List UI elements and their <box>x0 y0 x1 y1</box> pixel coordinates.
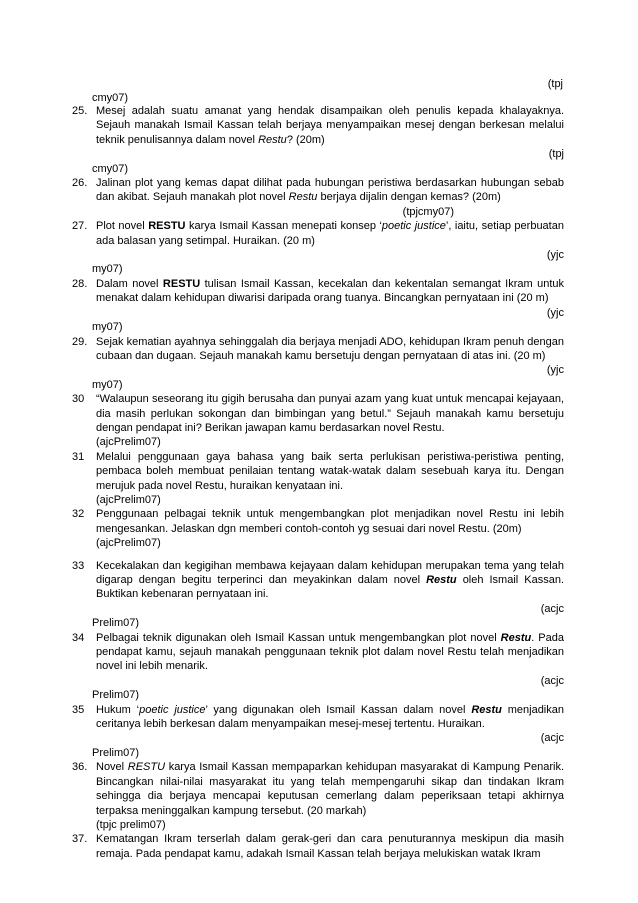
source-tag: (tpjc prelim07) <box>96 818 166 831</box>
source-tag: (yjc <box>546 364 564 377</box>
question-number: 30 <box>72 393 85 406</box>
source-tag: cmy07) <box>92 92 129 104</box>
question-item <box>0 104 638 176</box>
question-number: 32 <box>72 508 85 521</box>
question-text: Novel RESTU karya Ismail Kassan mempaparkan kehidupan masyarakat di Kampung Penarik. Bincangkan nilai-nilai masyarakat itu yang telah mempengaruhi sikap dan tindakan Ikram sehingga dia berjaya mencapai keputusan cemerlang dalam peperiksaan tetapi akhirnya terpaksa meninggalkan kampung tersebut. (20 markah) <box>96 761 564 817</box>
source-tag: Prelim07) <box>92 746 140 759</box>
question-text: Dalam novel RESTU tulisan Ismail Kassan, kecekalan dan kekentalan semangat Ikram untuk menakat dalam kehidupan diwarisi daripada orang tuanya. Bincangkan pernyataan ini (20 m) <box>96 277 565 305</box>
novel-title: Restu <box>471 703 502 716</box>
source-tag: Prelim07) <box>92 689 140 702</box>
source-tag: (yjc <box>546 249 564 262</box>
question-text: Penggunaan pelbagai teknik untuk mengembangkan plot menjadikan novel Restu ini lebih mengesankan. Jelaskan dgn memberi contoh-contoh yg sesuai dari novel Restu. (20m) <box>96 508 564 535</box>
novel-title: RESTU <box>148 220 186 233</box>
question-item <box>0 277 638 335</box>
question-text: Kecekalakan dan kegigihan membawa kejayaan dalam kehidupan merupakan tema yang telah digarap dengan begitu terperinci dan meyakinkan dalam novel Restu oleh Ismail Kassan. Buktikan kebenaran pernyataan ini. <box>96 559 564 601</box>
question-number: 36. <box>72 761 88 774</box>
novel-title: Restu <box>500 631 532 644</box>
question-number: 33 <box>72 559 85 572</box>
question-text: Sejak kematian ayahnya sehinggalah dia berjaya menjadi ADO, kehidupan Ikram penuh dengan cubaan dan dugaan. Sejauh manakah kamu bersetuju dengan pernyataan di atas ini. (20 m) <box>96 335 564 362</box>
source-tag: (tpj <box>548 148 564 161</box>
source-tag: (ajcPrelim07) <box>96 493 161 506</box>
term: poetic justice <box>381 220 446 233</box>
source-tag: my07) <box>92 378 123 391</box>
question-item <box>0 219 638 277</box>
question-number: 27. <box>72 220 88 233</box>
source-tag: Prelim07) <box>92 617 140 630</box>
question-number: 31 <box>72 450 85 463</box>
question-text: Hukum ‘poetic justice’ yang digunakan oleh Ismail Kassan dalam novel Restu menjadikan ceritanya lebih berkesan dalam menyampaikan mesej-mesej tertentu. Huraikan. <box>96 703 564 731</box>
question-item <box>0 832 638 861</box>
novel-title: Restu <box>258 133 287 146</box>
question-text: “Walaupun seseorang itu gigih berusaha dan punyai azam yang kuat untuk mencapai kejayaan, dia masih perlukan sokongan dan bimbingan yang betul.” Sejauh manakah kamu bersetuju dengan pendapat ini? Berikan jawapan kamu berdasarkan novel Restu. <box>96 393 564 434</box>
novel-title: Restu <box>288 191 318 204</box>
question-number: 25. <box>72 105 88 117</box>
source-tag: cmy07) <box>92 162 129 175</box>
novel-title: Restu <box>426 574 457 586</box>
question-item <box>0 392 638 450</box>
question-item <box>0 450 638 508</box>
question-item <box>0 176 638 219</box>
source-tag: my07) <box>92 321 123 334</box>
novel-title: RESTU <box>162 277 201 290</box>
term: poetic justice <box>139 703 206 716</box>
question-text: Pelbagai teknik digunakan oleh Ismail Kassan untuk mengembangkan plot novel Restu. Pada pendapat kamu, sejauh manakah penggunaan teknik plot dalam novel Restu telah menjadikan novel ini lebih menarik. <box>96 631 564 673</box>
source-tag: (tpjcmy07) <box>402 205 454 218</box>
question-number: 34 <box>72 631 85 644</box>
question-text: Kematangan Ikram terserlah dalam gerak-geri dan cara penuturannya meskipun dia masih remaja. Pada pendapat kamu, adakah Ismail Kassan telah berjaya melukiskan watak Ikram <box>96 833 564 860</box>
question-item <box>0 703 638 761</box>
source-tag: (acjc <box>540 732 564 745</box>
question-text: Jalinan plot yang kemas dapat dilihat pada hubungan peristiwa berdasarkan hubungan sebab dan akibat. Sejauh manakah plot novel Restu berjaya dijalin dengan kemas? (20m) <box>96 177 564 204</box>
source-tag: (acjc <box>540 674 564 687</box>
question-number: 35 <box>72 703 85 716</box>
source-tag: (ajcPrelim07) <box>96 537 161 550</box>
question-text: Mesej adalah suatu amanat yang hendak disampaikan oleh penulis kepada khalayaknya. Sejauh manakah Ismail Kassan telah berjaya menyampaikan mesej dengan berkesan melalui teknik penulisannya dalam novel Restu? (20m) <box>96 105 564 146</box>
question-text: Plot novel RESTU karya Ismail Kassan menepati konsep ‘poetic justice’, iaitu, setiap perbuatan ada balasan yang setimpal. Huraikan. (20 m) <box>96 220 564 247</box>
question-number: 37. <box>72 833 88 846</box>
question-text: Melalui penggunaan gaya bahasa yang baik serta perlukisan peristiwa-peristiwa penting, pembaca boleh membuat penilaian tentang watak-watak dalam sesebuah karya itu. Dengan merujuk pada novel Restu, huraikan kenyataan ini. <box>96 450 564 492</box>
source-tag: (yjc <box>546 306 564 319</box>
source-tag: my07) <box>92 263 123 276</box>
question-item <box>0 760 638 832</box>
question-item <box>0 559 638 631</box>
source-tag: (tpj <box>547 78 563 90</box>
question-number: 29. <box>72 335 88 348</box>
question-item <box>0 631 638 703</box>
source-tag: (ajcPrelim07) <box>96 436 161 449</box>
question-list <box>0 104 638 861</box>
question-number: 26. <box>72 177 88 190</box>
question-item <box>0 507 638 550</box>
novel-title: RESTU <box>127 761 166 774</box>
question-number: 28. <box>72 277 88 290</box>
question-item <box>0 335 638 393</box>
source-tag: (acjc <box>540 602 564 615</box>
